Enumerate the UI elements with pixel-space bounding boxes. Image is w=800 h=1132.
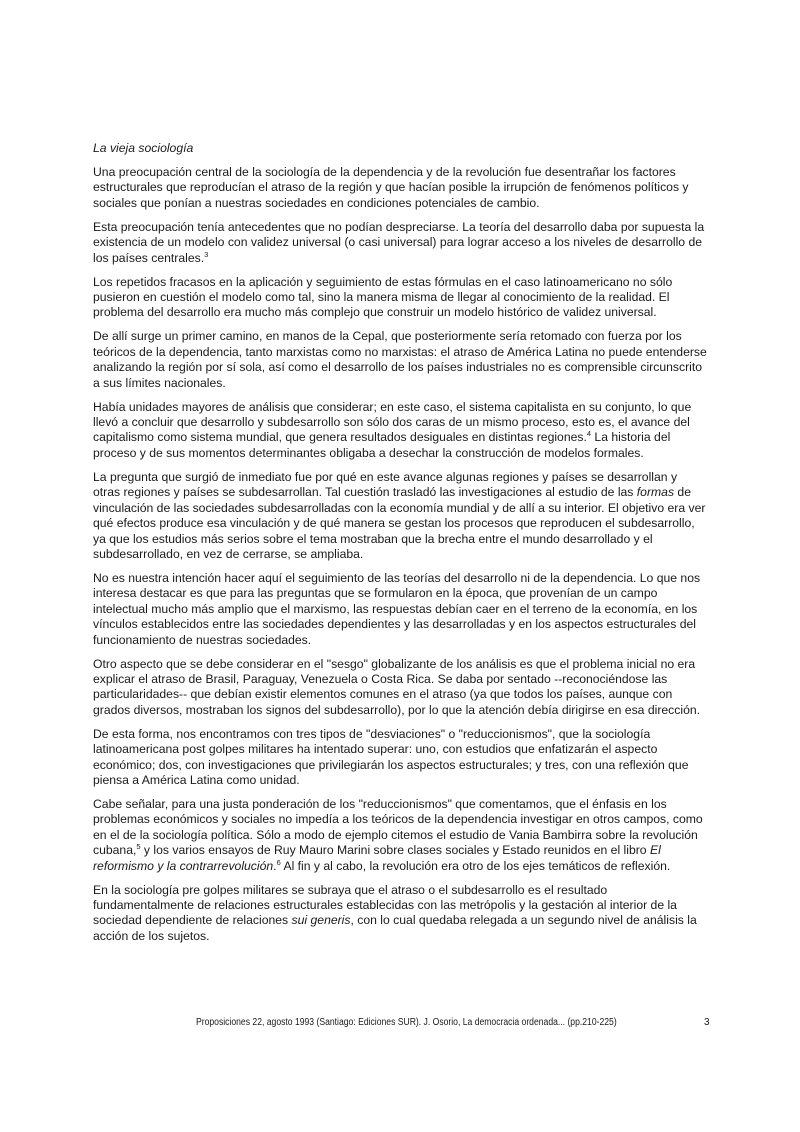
paragraph-text: La pregunta que surgió de inmediato fue por qué en este avance algunas regiones y países se desarrollan y otras regiones y países se subdesarrollan. Tal cuestión trasladó las investigaciones al estudio de las: [93, 469, 678, 500]
document-body: [93, 141, 707, 953]
paragraph-text: de vinculación de las sociedades subdesarrolladas con la economía mundial y de allí a su interior. El objetivo era ver qué efectos produce esa vinculación y de qué manera se gestan los procesos que reproducen el subdesarrollo, ya que los estudios más serios sobre el tema mostraban que la brecha entre el mundo desarrollado y el subdesarrollado, en vez de cerrarse, se ampliaba.: [93, 485, 706, 561]
paragraph-text: Había unidades mayores de análisis que considerar; en este caso, el sistema capitalista en su conjunto, lo que llevó a concluir que desarrollo y subdesarrollo son sólo dos caras de un mismo proceso, esto es, el avance del capitalismo como sistema mundial, que genera resultados desiguales en distintas regiones.: [93, 399, 692, 445]
paragraph: [93, 727, 707, 789]
paragraph-text: De esta forma, nos encontramos con tres tipos de "desviaciones" o "reduccionismos", que la sociología latinoamericana post golpes militares ha intentado superar: uno, con estudios que enfatizarán el aspecto económico; dos, con investigaciones que privilegiarán los aspectos estructurales; y tres, con una reflexión que piensa a América Latina como unidad.: [93, 726, 689, 787]
paragraph-text: Cabe señalar, para una justa ponderación de los "reduccionismos" que comentamos, que el énfasis en los problemas económicos y sociales no impedía a los teóricos de la dependencia investigar en otros campos, como en el de la sociología política. Sólo a modo de ejemplo citemos el estudio de Vania Bambirra sobre la revolución cubana,: [93, 796, 703, 858]
paragraph-text: y los varios ensayos de Ruy Mauro Marini sobre clases sociales y Estado reunidos en el libro: [140, 843, 650, 858]
paragraph-text: .: [273, 858, 277, 873]
paragraph: [93, 883, 707, 945]
footnote-marker: 6: [276, 857, 281, 867]
paragraph-text: Esta preocupación tenía antecedentes que no podían despreciarse. La teoría del desarrollo daba por supuesta la existencia de un modelo con validez universal (o casi universal) para lograr acceso a los niveles de desarrollo de los países centrales.: [93, 219, 705, 265]
paragraph-list: [93, 165, 707, 944]
paragraph: [93, 165, 707, 211]
footnote-marker: 4: [586, 429, 592, 439]
paragraph: [93, 657, 707, 719]
paragraph: [93, 470, 707, 562]
footer-reference: Proposiciones 22, agosto 1993 (Santiago: Ediciones SUR). J. Osorio, La democracia ordenada... (pp.210-225): [196, 1017, 617, 1028]
paragraph: [93, 220, 707, 266]
paragraph-text: No es nuestra intención hacer aquí el seguimiento de las teorías del desarrollo ni de la dependencia. Lo que nos interesa destacar es que para las preguntas que se formularon en la época, que provenían de un campo intelectual mucho más amplio que el marxismo, las respuestas debían caer en el terreno de la economía, en los vínculos establecidos entre las sociedades dependientes y las desarrolladas y en los aspectos estructurales del funcionamiento de nuestras sociedades.: [93, 570, 701, 647]
paragraph-text: La historia del proceso y de sus momentos determinantes obligaba a desechar la construcción de modelos formales.: [93, 430, 671, 460]
paragraph-text: Otro aspecto que se debe considerar en el "sesgo" globalizante de los análisis es que el problema inicial no era explicar el atraso de Brasil, Paraguay, Venezuela o Costa Rica. Se daba por sentado --reconociéndose las particularidades-- que debían existir elementos comunes en el atraso (ya que todos los países, aunque con grados diversos, mostraban los signos del subdesarrollo), por lo que la atención debía dirigirse en esa dirección.: [93, 656, 701, 717]
paragraph-text: Al fin y al cabo, la revolución era otro de los ejes temáticos de reflexión.: [280, 858, 671, 873]
emphasis-text: El reformismo y la contrarrevolución: [93, 843, 661, 873]
page-number: 3: [704, 1017, 710, 1028]
paragraph: [93, 275, 707, 321]
paragraph: [93, 571, 707, 648]
footnote-marker: 5: [136, 842, 141, 852]
paragraph-text: Los repetidos fracasos en la aplicación y seguimiento de estas fórmulas en el caso latinoamericano no sólo pusieron en cuestión el modelo como tal, sino la manera misma de llegar al conocimiento de la realidad. El problema del desarrollo era mucho más complejo que construir un modelo histórico de validez universal.: [93, 274, 673, 320]
paragraph-text: , con lo cual quedaba relegada a un segundo nivel de análisis la acción de los sujetos.: [93, 913, 697, 943]
paragraph: [93, 400, 707, 462]
section-heading: La vieja sociología: [93, 141, 194, 155]
footnote-marker: 3: [204, 249, 209, 259]
emphasis-text: formas: [636, 485, 675, 500]
paragraph-text: En la sociología pre golpes militares se subraya que el atraso o el subdesarrollo es el resultado fundamentalmente de relaciones estructurales establecidas con las metrópolis y la gestación al interior de la sociedad dependiente de relaciones: [93, 882, 677, 928]
page-footer: [196, 1017, 716, 1029]
paragraph-text: De allí surge un primer camino, en manos de la Cepal, que posteriormente sería retomado con fuerza por los teóricos de la dependencia, tanto marxistas como no marxistas: el atraso de América Latina no puede entenderse analizando la región por sí sola, así como el desarrollo de los países industriales no es comprensible circunscrito a sus límites nacionales.: [93, 329, 707, 390]
emphasis-text: sui generis: [291, 913, 351, 928]
paragraph: [93, 329, 707, 391]
paragraph: [93, 797, 707, 874]
paragraph-text: Una preocupación central de la sociología de la dependencia y de la revolución fue desentrañar los factores estructurales que reproducían el atraso de la región y que hacían posible la irrupción de fenómenos políticos y sociales que ponían a nuestras sociedades en condiciones potenciales de cambio.: [93, 165, 689, 210]
